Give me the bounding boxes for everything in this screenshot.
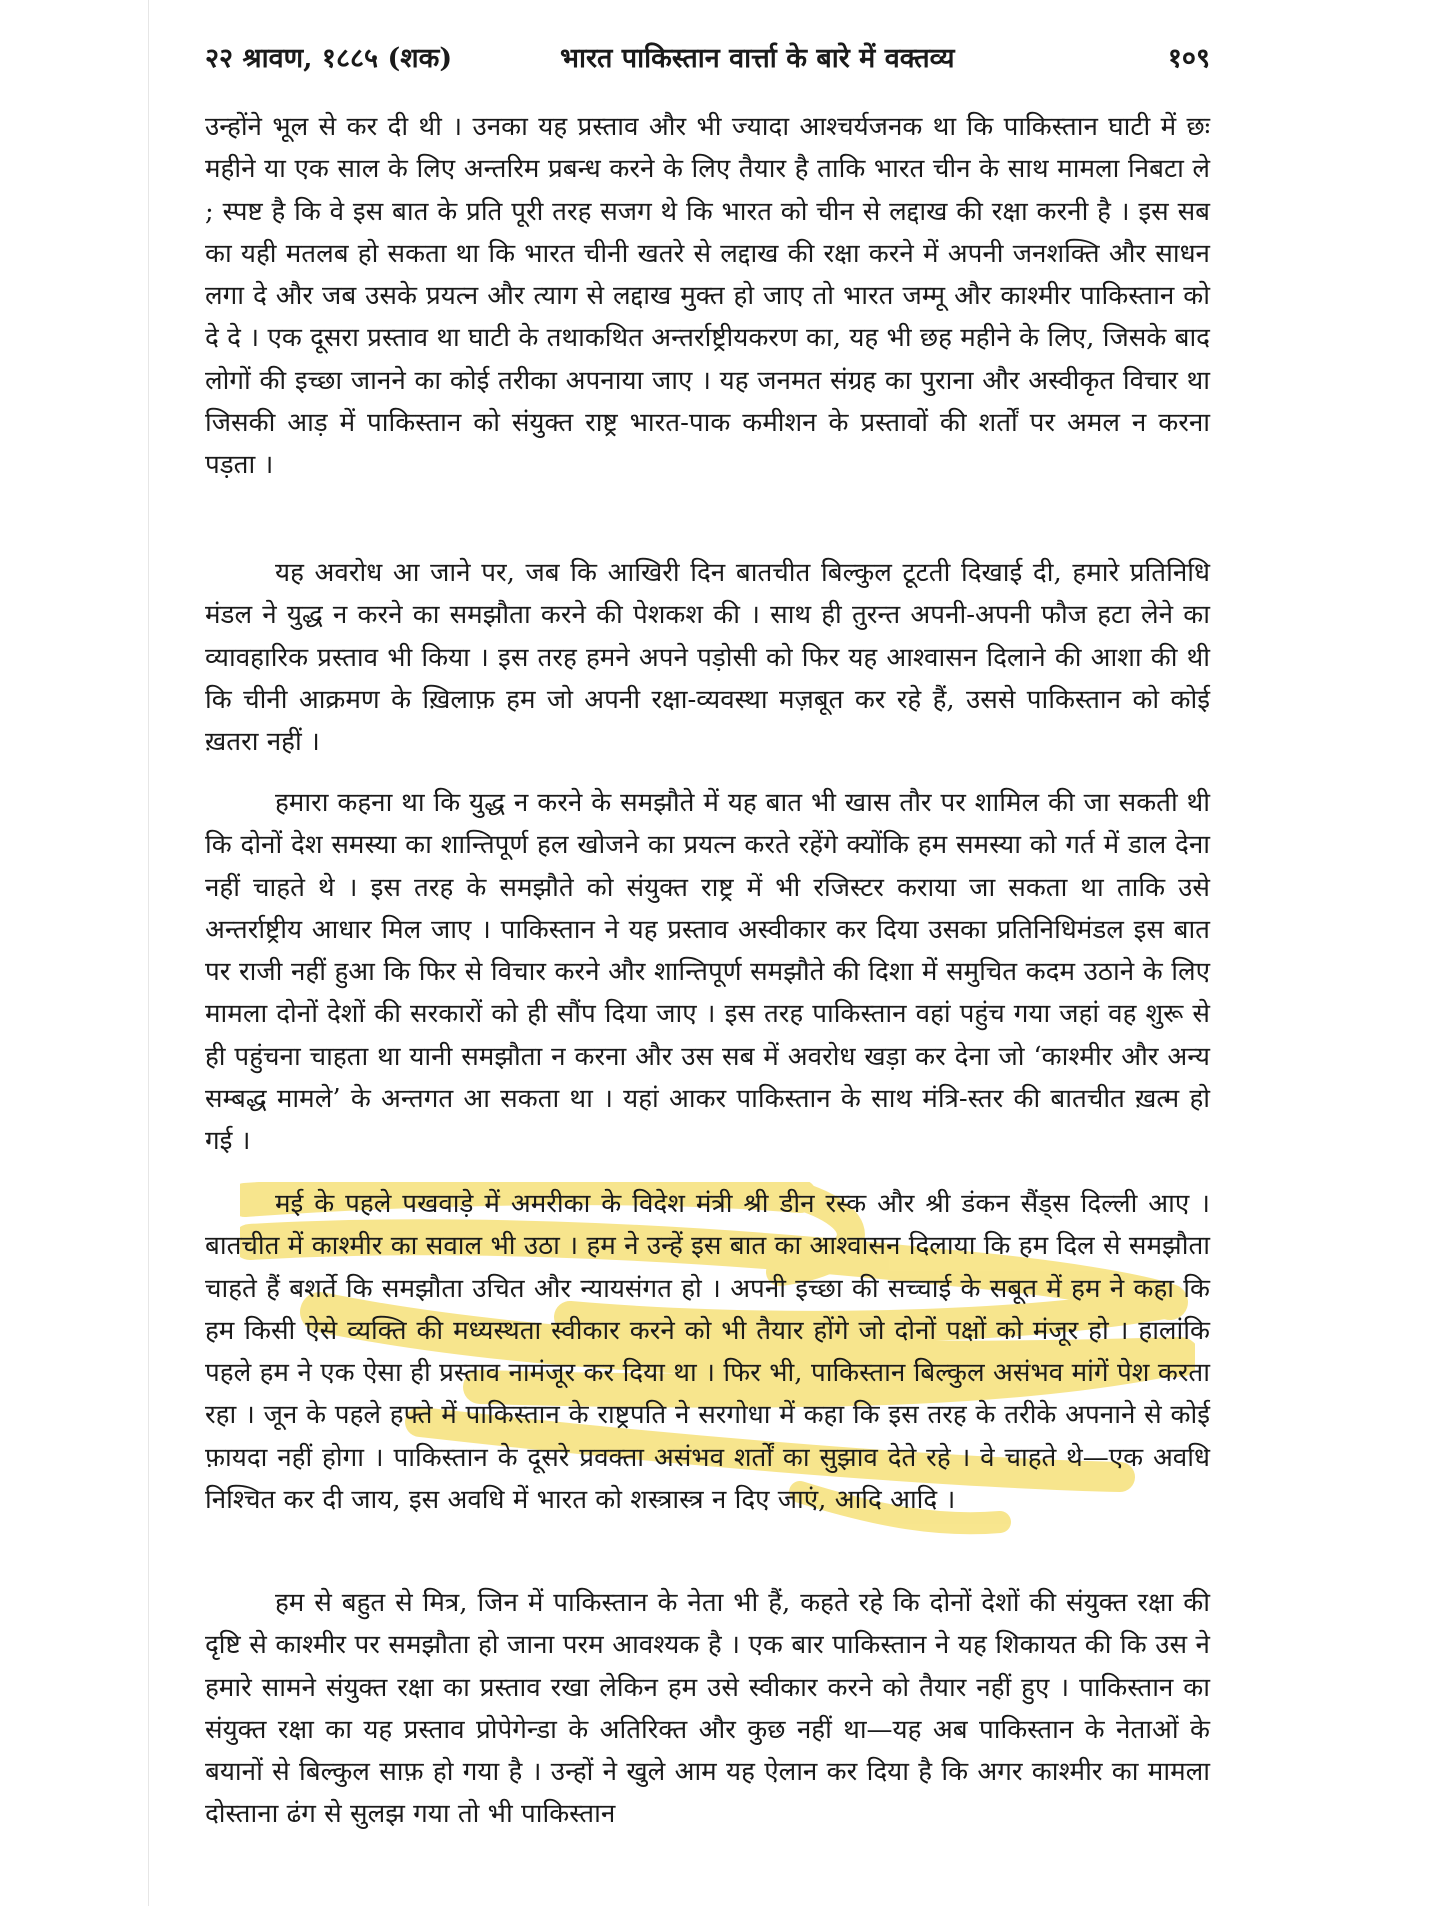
page-edge-line — [148, 0, 149, 1906]
paragraph-2: यह अवरोध आ जाने पर, जब कि आखिरी दिन बातचीत बिल्कुल टूटती दिखाई दी, हमारे प्रतिनिधि मंडल ने युद्ध न करने का समझौता करने की पेशकश की । साथ ही तुरन्त अपनी-अपनी फौज हटा लेने का व्यावहारिक प्रस्ताव भी किया । इस तरह हमने अपने पड़ोसी को फिर यह आश्वासन दिलाने की आशा की थी कि चीनी आक्रमण के ख़िलाफ़ हम जो अपनी रक्षा-व्यवस्था मज़बूत कर रहे हैं, उससे पाकिस्तान को कोई ख़तरा नहीं । — [205, 558, 1210, 758]
header-date: २२ श्रावण, १८८५ (शक) — [205, 43, 453, 74]
paragraph-5: हम से बहुत से मित्र, जिन में पाकिस्तान के नेता भी हैं, कहते रहे कि दोनों देशों की संयुक्त रक्षा की दृष्टि से काश्मीर पर समझौता हो जाना परम आवश्यक है । एक बार पाकिस्तान ने यह शिकायत की कि उस ने हमारे सामने संयुक्त रक्षा का प्रस्ताव रखा लेकिन हम उसे स्वीकार करने को तैयार नहीं हुए । पाकिस्तान का संयुक्त रक्षा का यह प्रस्ताव प्रोपेगेन्डा के अतिरिक्त और कुछ नहीं था—यह अब पाकिस्तान के नेताओं के बयानों से बिल्कुल साफ़ हो गया है । उन्हों ने खुले आम यह ऐलान कर दिया है कि अगर काश्मीर का मामला दोस्ताना ढंग से सुलझ गया तो भी पाकिस्तान — [205, 1588, 1210, 1830]
paragraph-4-highlighted: मई के पहले पखवाड़े में अमरीका के विदेश मंत्री श्री डीन रस्क और श्री डंकन सैंड्स दिल्ली आए । बातचीत में काश्मीर का सवाल भी उठा । हम ने उन्हें इस बात का आश्वासन दिलाया कि हम दिल से समझौता चाहते हैं बशर्ते कि समझौता उचित और न्यायसंगत हो । अपनी इच्छा की सच्चाई के सबूत में हम ने कहा कि हम किसी ऐसे व्यक्ति की मध्यस्थता स्वीकार करने को भी तैयार होंगे जो दोनों पक्षों को मंजूर हो । हालांकि पहले हम ने एक ऐसा ही प्रस्ताव नामंजूर कर दिया था । फिर भी, पाकिस्तान बिल्कुल असंभव मांगें पेश करता रहा । जून के पहले हफ्ते में पाकिस्तान के राष्ट्रपति ने सरगोधा में कहा कि इस तरह के तरीके अपनाने से कोई फ़ायदा नहीं होगा । पाकिस्तान के दूसरे प्रवक्ता असंभव शर्तों का सुझाव देते रहे । वे चाहते थे—एक अवधि निश्चित कर दी जाय, इस अवधि में भारत को शस्त्रास्त्र न दिए जाएं, आदि आदि । — [205, 1189, 1210, 1516]
header-title: भारत पाकिस्तान वार्त्ता के बारे में वक्तव्य — [560, 43, 955, 74]
page-header — [205, 38, 1210, 88]
paragraph-1: उन्होंने भूल से कर दी थी । उनका यह प्रस्ताव और भी ज्यादा आश्चर्यजनक था कि पाकिस्तान घाटी में छः महीने या एक साल के लिए अन्तरिम प्रबन्ध करने के लिए तैयार है ताकि भारत चीन के साथ मामला निबटा ले ; स्पष्ट है कि वे इस बात के प्रति पूरी तरह सजग थे कि भारत को चीन से लद्दाख की रक्षा करनी है । इस सब का यही मतलब हो सकता था कि भारत चीनी खतरे से लद्दाख की रक्षा करने में अपनी जनशक्ति और साधन लगा दे और जब उसके प्रयत्न और त्याग से लद्दाख मुक्त हो जाए तो भारत जम्मू और काश्मीर पाकिस्तान को दे दे । एक दूसरा प्रस्ताव था घाटी के तथाकथित अन्तर्राष्ट्रीयकरण का, यह भी छह महीने के लिए, जिसके बाद लोगों की इच्छा जानने का कोई तरीका अपनाया जाए । यह जनमत संग्रह का पुराना और अस्वीकृत विचार था जिसकी आड़ में पाकिस्तान को संयुक्त राष्ट्र भारत-पाक कमीशन के प्रस्तावों की शर्तों पर अमल न करना पड़ता । — [205, 112, 1210, 481]
page-number: १०९ — [1167, 43, 1210, 74]
paragraph-3: हमारा कहना था कि युद्ध न करने के समझौते में यह बात भी खास तौर पर शामिल की जा सकती थी कि दोनों देश समस्या का शान्तिपूर्ण हल खोजने का प्रयत्न करते रहेंगे क्योंकि हम समस्या को गर्त में डाल देना नहीं चाहते थे । इस तरह के समझौते को संयुक्त राष्ट्र में भी रजिस्टर कराया जा सकता था ताकि उसे अन्तर्राष्ट्रीय आधार मिल जाए । पाकिस्तान ने यह प्रस्ताव अस्वीकार कर दिया उसका प्रतिनिधिमंडल इस बात पर राजी नहीं हुआ कि फिर से विचार करने और शान्तिपूर्ण समझौते की दिशा में समुचित कदम उठाने के लिए मामला दोनों देशों की सरकारों को ही सौंप दिया जाए । इस तरह पाकिस्तान वहां पहुंच गया जहां वह शुरू से ही पहुंचना चाहता था यानी समझौता न करना और उस सब में अवरोध खड़ा कर देना जो ‘काश्मीर और अन्य सम्बद्ध मामले’ के अन्तगत आ सकता था । यहां आकर पाकिस्तान के साथ मंत्रि-स्तर की बातचीत ख़त्म हो गई । — [205, 788, 1210, 1157]
